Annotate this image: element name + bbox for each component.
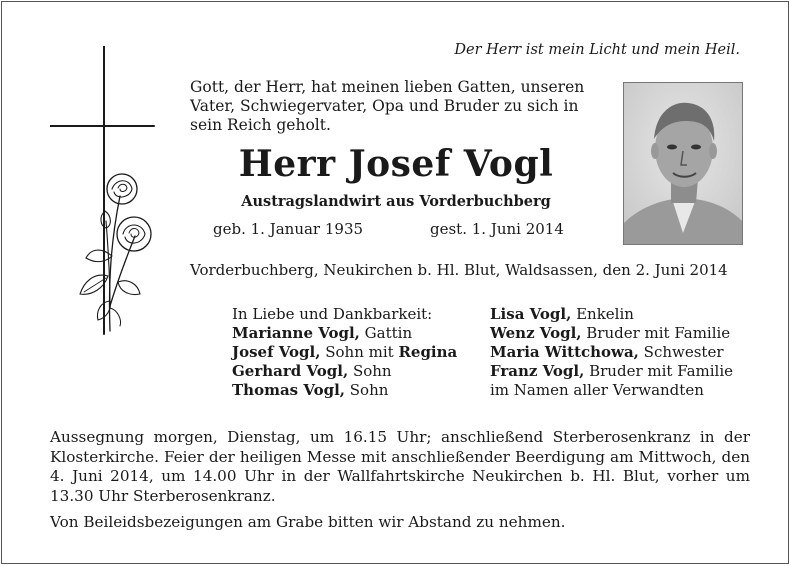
mourner-line: Gerhard Vogl, Sohn: [232, 362, 392, 380]
cross-with-roses-icon: [50, 46, 160, 336]
funeral-details: Aussegnung morgen, Dienstag, um 16.15 Uhr; anschließend Sterberosenkranz in der Klosterkirche. Feier der heiligen Messe mit anschließender Beerdigung am Mittwoch, den 4. Juni 2014, um 14.00 Uhr in der Wallfahrtskirche Neukirchen b. Hl. Blut, vorher um 13.30 Uhr Sterberosenkranz.: [50, 428, 750, 505]
place-and-date: Vorderbuchberg, Neukirchen b. Hl. Blut, Waldsassen, den 2. Juni 2014: [190, 261, 728, 279]
deceased-occupation: Austragslandwirt aus Vorderbuchberg: [241, 193, 551, 210]
death-date: gest. 1. Juni 2014: [430, 220, 564, 238]
obituary-notice: [1, 1, 789, 564]
mourner-line: Marianne Vogl, Gattin: [232, 324, 413, 342]
mourner-line: Lisa Vogl, Enkelin: [490, 305, 634, 323]
mourner-line: im Namen aller Verwandten: [490, 381, 704, 399]
mourner-line: In Liebe und Dankbarkeit:: [232, 305, 433, 323]
mourner-line: Josef Vogl, Sohn mit Regina: [232, 343, 458, 361]
deceased-name: Herr Josef Vogl: [238, 143, 554, 185]
birth-date: geb. 1. Januar 1935: [213, 220, 364, 238]
intro-text: Gott, der Herr, hat meinen lieben Gatten, unseren Vater, Schwiegervater, Opa und Bruder zu sich in sein Reich geholt.: [190, 78, 585, 134]
portrait-photo: [623, 82, 743, 245]
mourner-line: Thomas Vogl, Sohn: [232, 381, 389, 399]
mourner-line: Maria Wittchowa, Schwester: [490, 343, 724, 361]
mourners-list-right: [490, 305, 733, 400]
motto: Der Herr ist mein Licht und mein Heil.: [454, 42, 740, 58]
closing-note: Von Beileidsbezeigungen am Grabe bitten wir Abstand zu nehmen.: [50, 513, 566, 531]
mourner-line: Wenz Vogl, Bruder mit Familie: [490, 324, 731, 342]
mourner-line: Franz Vogl, Bruder mit Familie: [490, 362, 734, 380]
mourners-list-left: [232, 305, 457, 400]
